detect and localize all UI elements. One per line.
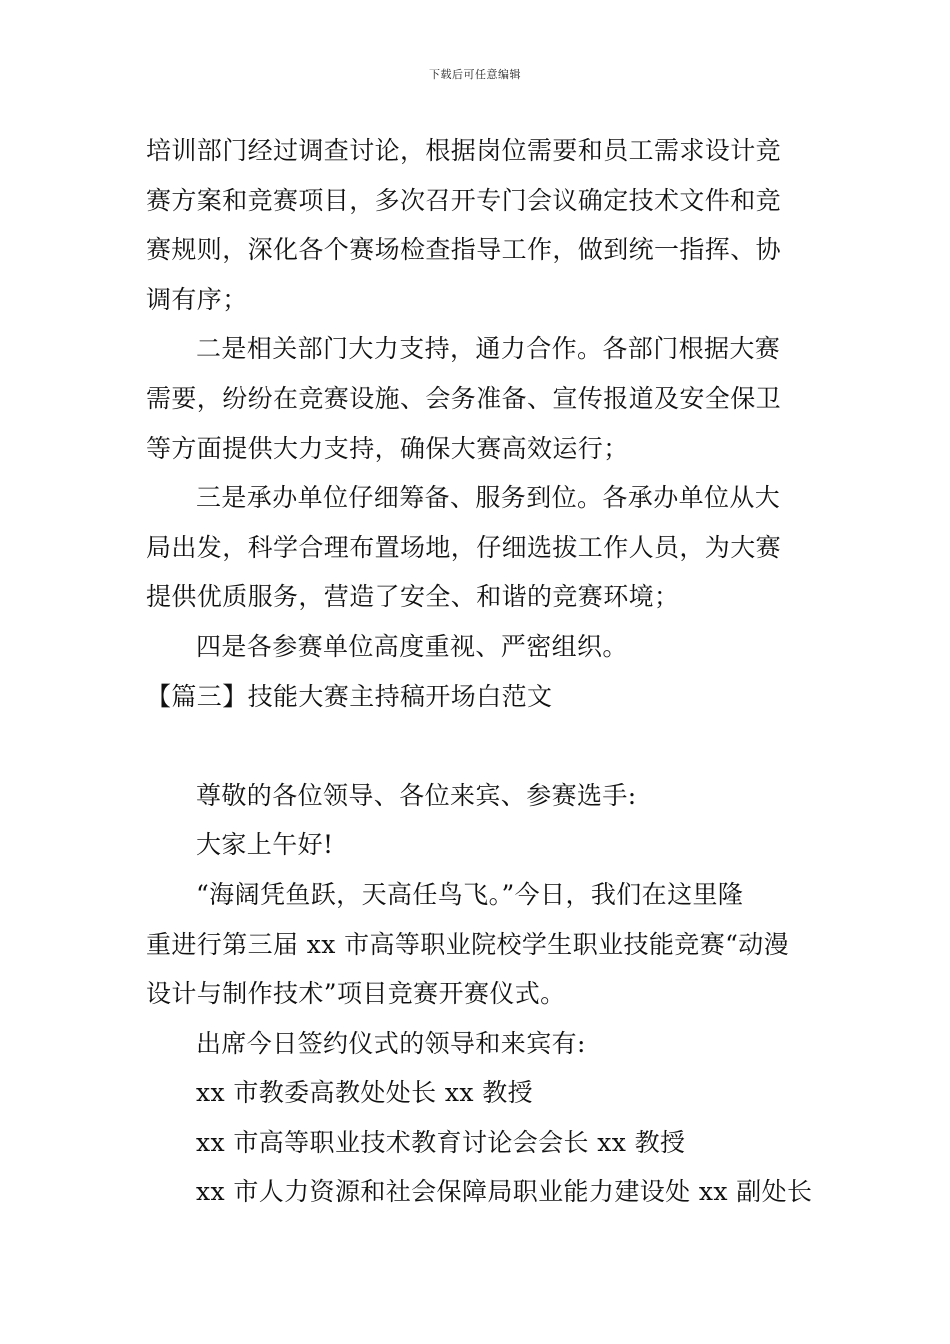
- paragraph-line: “海阔凭鱼跃，天高任鸟飞。”今日，我们在这里隆: [196, 879, 744, 909]
- document-body: [146, 126, 813, 1217]
- paragraph-line: 局出发，科学合理布置场地，仔细选拔工作人员，为大赛: [146, 532, 782, 562]
- paragraph-line: 调有序；: [146, 284, 248, 314]
- paragraph-line: 四是各参赛单位高度重视、严密组织。: [196, 631, 628, 661]
- blank-line: [146, 721, 810, 771]
- paragraph-line: 出席今日签约仪式的领导和来宾有:: [196, 1028, 586, 1058]
- paragraph-line: 培训部门经过调查讨论，根据岗位需要和员工需求设计竞: [146, 136, 782, 165]
- section-heading: 【篇三】技能大赛主持稿开场白范文: [146, 681, 553, 711]
- paragraph-line: 提供优质服务，营造了安全、和谐的竞赛环境；: [146, 582, 680, 612]
- greeting-line: 大家上午好!: [196, 830, 334, 860]
- paragraph-line: 等方面提供大力支持，确保大赛高效运行；: [146, 433, 629, 463]
- paragraph-line: 二是相关部门大力支持，通力合作。各部门根据大赛: [196, 334, 781, 364]
- paragraph-line: 重进行第三届 xx 市高等职业院校学生职业技能竞赛“动漫: [146, 929, 790, 959]
- paragraph-line: 赛方案和竞赛项目，多次召开专门会议确定技术文件和竞: [146, 185, 782, 215]
- paragraph-line: 赛规则，深化各个赛场检查指导工作，做到统一指挥、协: [146, 235, 782, 265]
- guest-list-item: xx 市教委高教处处长 xx 教授: [196, 1078, 534, 1108]
- guest-list-item: xx 市人力资源和社会保障局职业能力建设处 xx 副处长: [196, 1177, 813, 1207]
- salutation-line: 尊敬的各位领导、各位来宾、参赛选手:: [196, 780, 637, 810]
- paragraph-line: 需要，纷纷在竞赛设施、会务准备、宣传报道及安全保卫: [146, 383, 782, 413]
- paragraph-line: 设计与制作技术”项目竞赛开赛仪式。: [146, 979, 566, 1009]
- page-header-note: 下载后可任意编辑: [429, 68, 521, 81]
- paragraph-line: 三是承办单位仔细筹备、服务到位。各承办单位从大: [196, 483, 781, 513]
- guest-list-item: xx 市高等职业技术教育讨论会会长 xx 教授: [196, 1127, 686, 1157]
